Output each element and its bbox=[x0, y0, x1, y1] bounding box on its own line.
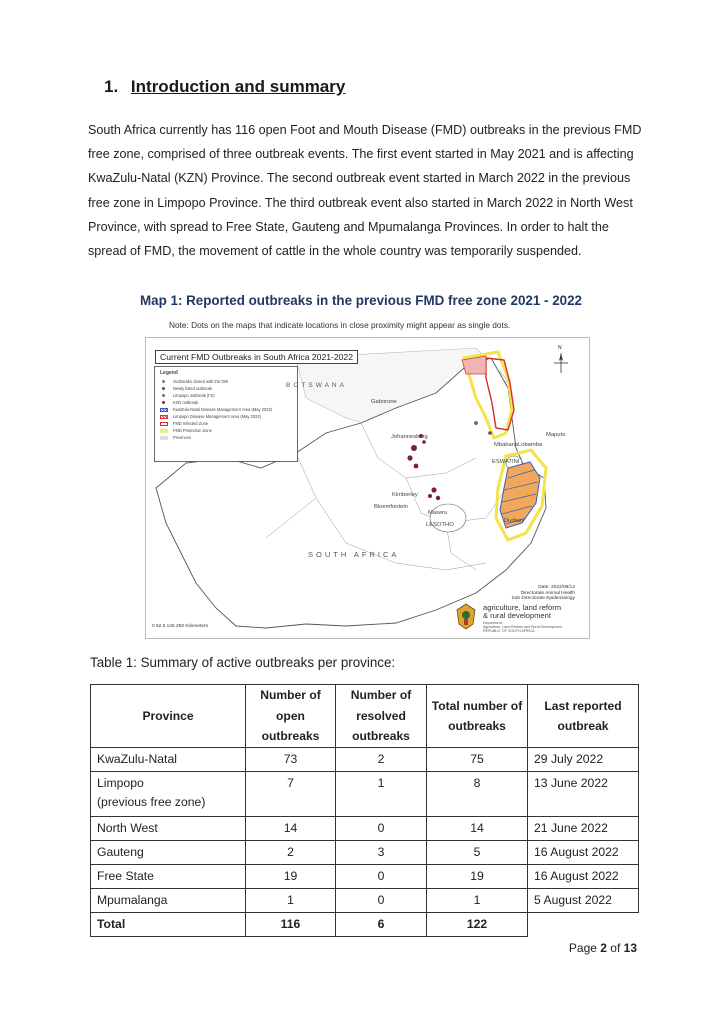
legend-swatch bbox=[160, 422, 168, 426]
legend-item bbox=[160, 399, 292, 406]
legend-item bbox=[160, 413, 292, 420]
country-label: BOTSWANA bbox=[286, 382, 347, 389]
column-header: Number of open outbreaks bbox=[246, 685, 336, 748]
legend-label: FMD Infected Zone bbox=[173, 421, 209, 426]
place-label: Johannesburg bbox=[391, 434, 428, 440]
intro-paragraph: South Africa currently has 116 open Foot and Mouth Disease (FMD) outbreaks in the previous FMD free zone, comprised of three outbreak events. The first event started in May 2021 and is affecting KwaZulu-Natal (KZN) Province. The second outbreak event started in March 2022 in the previous free zone in Limpopo Province. The third outbreak event also started in March 2022 in North West Province, with spread to Free State, Gauteng and Mpumalanga Provinces. In order to halt the spread of FMD, the movement of cattle in the whole country was temporarily suspended. bbox=[88, 123, 642, 259]
place-label: Maputo bbox=[546, 432, 566, 438]
legend-label: Newly listed outbreak bbox=[173, 386, 212, 391]
legend-swatch bbox=[162, 401, 165, 404]
legend-swatch bbox=[162, 387, 165, 390]
legend-title: Legend bbox=[160, 370, 178, 376]
legend-item bbox=[160, 385, 292, 392]
legend-label: Outbreaks closed with the OIE bbox=[173, 379, 229, 384]
map-box-title: Current FMD Outbreaks in South Africa 2021-2022 bbox=[155, 350, 358, 364]
legend-item bbox=[160, 378, 292, 385]
legend-item bbox=[160, 420, 292, 427]
legend-item bbox=[160, 434, 292, 441]
legend-label: KwaZulu-Natal Disease Management Area (May 2022) bbox=[173, 407, 273, 412]
legend-swatch bbox=[160, 436, 168, 440]
table-row: Mpumalanga 1 0 1 5 August 2022 bbox=[91, 889, 639, 913]
table-total-row: Total 116 6 122 bbox=[91, 913, 639, 937]
column-header: Province bbox=[91, 685, 246, 748]
table-row: KwaZulu-Natal 73 2 75 29 July 2022 bbox=[91, 748, 639, 772]
legend-swatch bbox=[160, 415, 168, 419]
map-caption: Map 1: Reported outbreaks in the previous FMD free zone 2021 - 2022 bbox=[140, 293, 583, 308]
column-header: Number of resolved outbreaks bbox=[336, 685, 427, 748]
page-number: Page 2 of 13 bbox=[568, 941, 637, 955]
legend-item bbox=[160, 406, 292, 413]
coat-of-arms-icon bbox=[455, 602, 477, 630]
legend-label: FMD Protection Zone bbox=[173, 428, 212, 433]
place-label: Kimberley bbox=[392, 492, 418, 498]
place-label: Bloemfontein bbox=[374, 504, 408, 510]
section-number: 1. bbox=[104, 77, 119, 96]
legend-swatch bbox=[160, 429, 168, 433]
legend-label: Limpopo Disease Management Area (May 2022) bbox=[173, 414, 262, 419]
place-label: Lobamba bbox=[518, 442, 543, 448]
column-header: Total number of outbreaks bbox=[427, 685, 528, 748]
legend-item bbox=[160, 427, 292, 434]
legend-label: KZN outbreak bbox=[173, 400, 199, 405]
legend-swatch bbox=[162, 380, 165, 383]
table-row: Gauteng 2 3 5 16 August 2022 bbox=[91, 841, 639, 865]
place-label: LESOTHO bbox=[426, 522, 454, 528]
table-row: North West 14 0 14 21 June 2022 bbox=[91, 817, 639, 841]
map-legend bbox=[154, 366, 298, 462]
outbreak-map bbox=[145, 337, 590, 639]
map-date-block: Date: 2022/08/12 Directorate Animal Health Sub Directorate Epidemiology bbox=[511, 585, 575, 601]
table-caption: Table 1: Summary of active outbreaks per province: bbox=[90, 655, 396, 670]
place-label: Mbabane bbox=[494, 442, 519, 448]
department-logo: agriculture, land reform & rural development Department: Agriculture, Land Reform and Rural Development REPUBLIC OF SOUTH AFRICA bbox=[455, 602, 585, 634]
outbreak-summary-table bbox=[90, 684, 639, 937]
table-row: Limpopo (previous free zone) 7 1 8 13 June 2022 bbox=[91, 772, 639, 817]
north-arrow-icon: N bbox=[554, 347, 568, 373]
legend-swatch bbox=[160, 408, 168, 412]
place-label: ESWATINI bbox=[492, 459, 520, 465]
place-label: Maseru bbox=[428, 510, 448, 516]
section-heading bbox=[104, 77, 345, 97]
place-label: Gaborone bbox=[371, 399, 397, 405]
column-header: Last reported outbreak bbox=[528, 685, 639, 748]
table-row: Free State 19 0 19 16 August 2022 bbox=[91, 865, 639, 889]
legend-label: Provinces bbox=[173, 435, 191, 440]
table-header-row bbox=[91, 685, 639, 748]
place-label: Durban bbox=[504, 518, 524, 524]
legend-item bbox=[160, 392, 292, 399]
map-scale-bar: 0 62.5 125 250 Kilometers bbox=[152, 624, 209, 629]
country-label: SOUTH AFRICA bbox=[308, 550, 400, 559]
section-title: Introduction and summary bbox=[130, 77, 346, 96]
legend-swatch bbox=[162, 394, 165, 397]
map-note: Note: Dots on the maps that indicate locations in close proximity might appear as single dots. bbox=[169, 320, 511, 330]
legend-label: Limpopo outbreak (FZ) bbox=[173, 393, 215, 398]
